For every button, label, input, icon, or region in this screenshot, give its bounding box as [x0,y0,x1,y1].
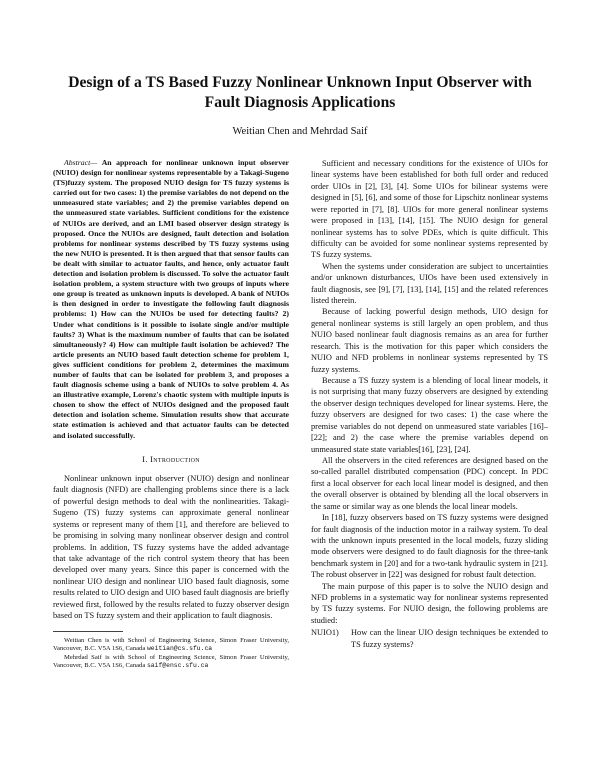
problem-item-nuio1 [311,627,548,650]
right-paragraph-7: The main purpose of this paper is to solve the NUIO design and NFD problems in a systematic way for nonlinear systems represented by TS fuzzy systems. For NUIO design, the following problems are studied: [311,581,548,625]
right-paragraph-5: All the observers in the cited references are designed based on the so-called parallel distributed compensation (PDC) concept. In PDC first a local observer for each local linear model is designed, and then the overall observer is obtained by blending all the local observers in the same or similar way as one blends the local linear models. [311,455,548,511]
problem-label: NUIO1) [311,628,339,638]
abstract [53,158,289,441]
abstract-lead: Abstract [64,158,91,167]
right-paragraph-4: Because a TS fuzzy system is a blending of local linear models, it is not surprising that many fuzzy observers are designed by extending the observer design techniques developed for linear systems. Here, the fuzzy observers are designed for two cases: 1) the case where the premise variables do not depend on unmeasured state variables [16]–[22]; and 2) the case where the premise variables depend on unmeasured state state variables[16], [23], [24]. [311,376,548,454]
footnote-author-1 [53,637,289,654]
footnote-1-email: weitian@cs.sfu.ca [146,645,213,653]
intro-paragraph-1: Nonlinear unknown input observer (NUIO) design and nonlinear fault diagnosis (NFD) are challenging problems since there is a lack of powerful design methods to deal with the nonlinearities. Takagi-Sugeno (TS) fuzzy systems can approximate general nonlinear systems or represent many of them [1], and therefore are believed to be promising in solving many nonlinear observer design and control problems. In addition, TS fuzzy systems have the added advantage that take advantage of the rich control system theory that has been developed over many years. Since this paper is concerned with the nonlinear UIO design and nonlinear UIO based fault diagnosis, some results related to UIO design and UIO based fault diagnosis are briefly reviewed first, followed by the results related to fuzzy observer design based on TS fuzzy system and their application to fault diagnosis. [53,474,289,621]
abstract-dash: — [90,158,102,167]
right-column [311,158,548,650]
right-paragraph-1: Sufficient and necessary conditions for the existence of UIOs for linear systems have been established for both full order and reduced order UIOs in [2], [3], [4]. Some UIOs for bilinear systems were designed in [5], [6], and some of those for Lipschitz nonlinear systems were reported in [7], [8]. UIOs for more general nonlinear systems were proposed in [13], [14], [15]. The NUIO design for general nonlinear systems has to solve PDEs, which is quite difficult. This difficulty can be avoided for some nonlinear systems represented by TS fuzzy systems. [311,159,548,260]
left-column [53,158,289,671]
title-line-2: Fault Diagnosis Applications [204,94,396,111]
footnote-2-email: saif@ensc.sfu.ca [146,662,209,670]
right-paragraph-3: Because of lacking powerful design methods, UIO design for general nonlinear systems is still largely an open problem, and thus NUIO based nonlinear fault diagnosis remains as an area for further research. This is the motivation for this paper which considers the NUIO and NFD problems in nonlinear systems represented by TS fuzzy systems. [311,307,548,374]
footnote-author-2 [53,654,289,671]
footnote-2-text: Mehrdad Saif is with School of Engineering Science, Simon Fraser University, Vancouver, B.C. V5A 1S6, Canada [53,653,289,670]
title-line-1: Design of a TS Based Fuzzy Nonlinear Unknown Input Observer with [68,74,532,91]
abstract-text: An approach for nonlinear unknown input observer (NUIO) design for nonlinear systems representable by a Takagi-Sugeno (TS)fuzzy system. The proposed NUIO design for TS fuzzy systems is carried out for two cases: 1) the premise variables do not depend on the unmeasured state variables; and 2) the premise variables depend on the unmeasured state variables. Sufficient conditions for the existence of NUIOs are derived, and an LMI based observer design strategy is proposed. Once the NUIOs are designed, fault detection and isolation problems for nonlinear systems described by TS fuzzy systems using the new NUIO is presented. It is then argued that that sensor faults can be dealt with similar to actuator faults, and hence, only actuator fault detection and isolation problem is discussed. To solve the actuator fault isolation problem, a system structure with two groups of inputs where one group is treated as unknown inputs is developed. A bank of NUIOs is then designed in order to investigate the following fault diagnosis problems: 1) How can the NUIOs be used for detecting faults? 2) Under what conditions is it possible to isolate single and/or multiple faults? 3) What is the maximum number of faults that can be isolated simultaneously? 4) How can multiple fault isolation be achieved? The article presents an NUIO based fault detection scheme for problem 1, gives sufficient conditions for problem 2, determines the maximum number of faults that can be isolated for problem 3, and proposes a fault diagnosis scheme using a bank of NUIOs to solve problem 4. As an illustrative example, Lorenz's chaotic system with multiple inputs is chosen to show the effect of NUIOs designed and the proposed fault detection and isolation scheme. Simulation results show that accurate state estimation is achieved and that actuator faults can be detected and isolated successfully. [53,158,289,440]
right-paragraph-6: In [18], fuzzy observers based on TS fuzzy systems were designed for fault diagnosis of the induction motor in a railway system. To deal with the unknown inputs presented in the local models, fuzzy sliding mode observers were designed to do fault diagnosis for the three-tank benchmark system in [20] and for a two-tank hydraulic system in [21]. The robust observer in [22] was designed for robust fault detection. [311,513,548,580]
paper-authors: Weitian Chen and Mehrdad Saif [232,126,368,137]
footnote-divider [53,631,123,632]
paper-title [40,73,560,113]
problem-text: How can the linear UIO design techniques be extended to TS fuzzy systems? [351,628,548,649]
section-heading-introduction: I. Introduction [142,453,200,464]
right-paragraph-2: When the systems under consideration are subject to uncertainties and/or unknown disturbances, UIOs have been used extensively in fault diagnosis, see [9], [7], [13], [14], [15] and the related references listed therein. [311,261,548,306]
footnote-1-text: Weitian Chen is with School of Engineering Science, Simon Fraser University, Vancouver, B.C. V5A 1S6, Canada [53,636,289,653]
